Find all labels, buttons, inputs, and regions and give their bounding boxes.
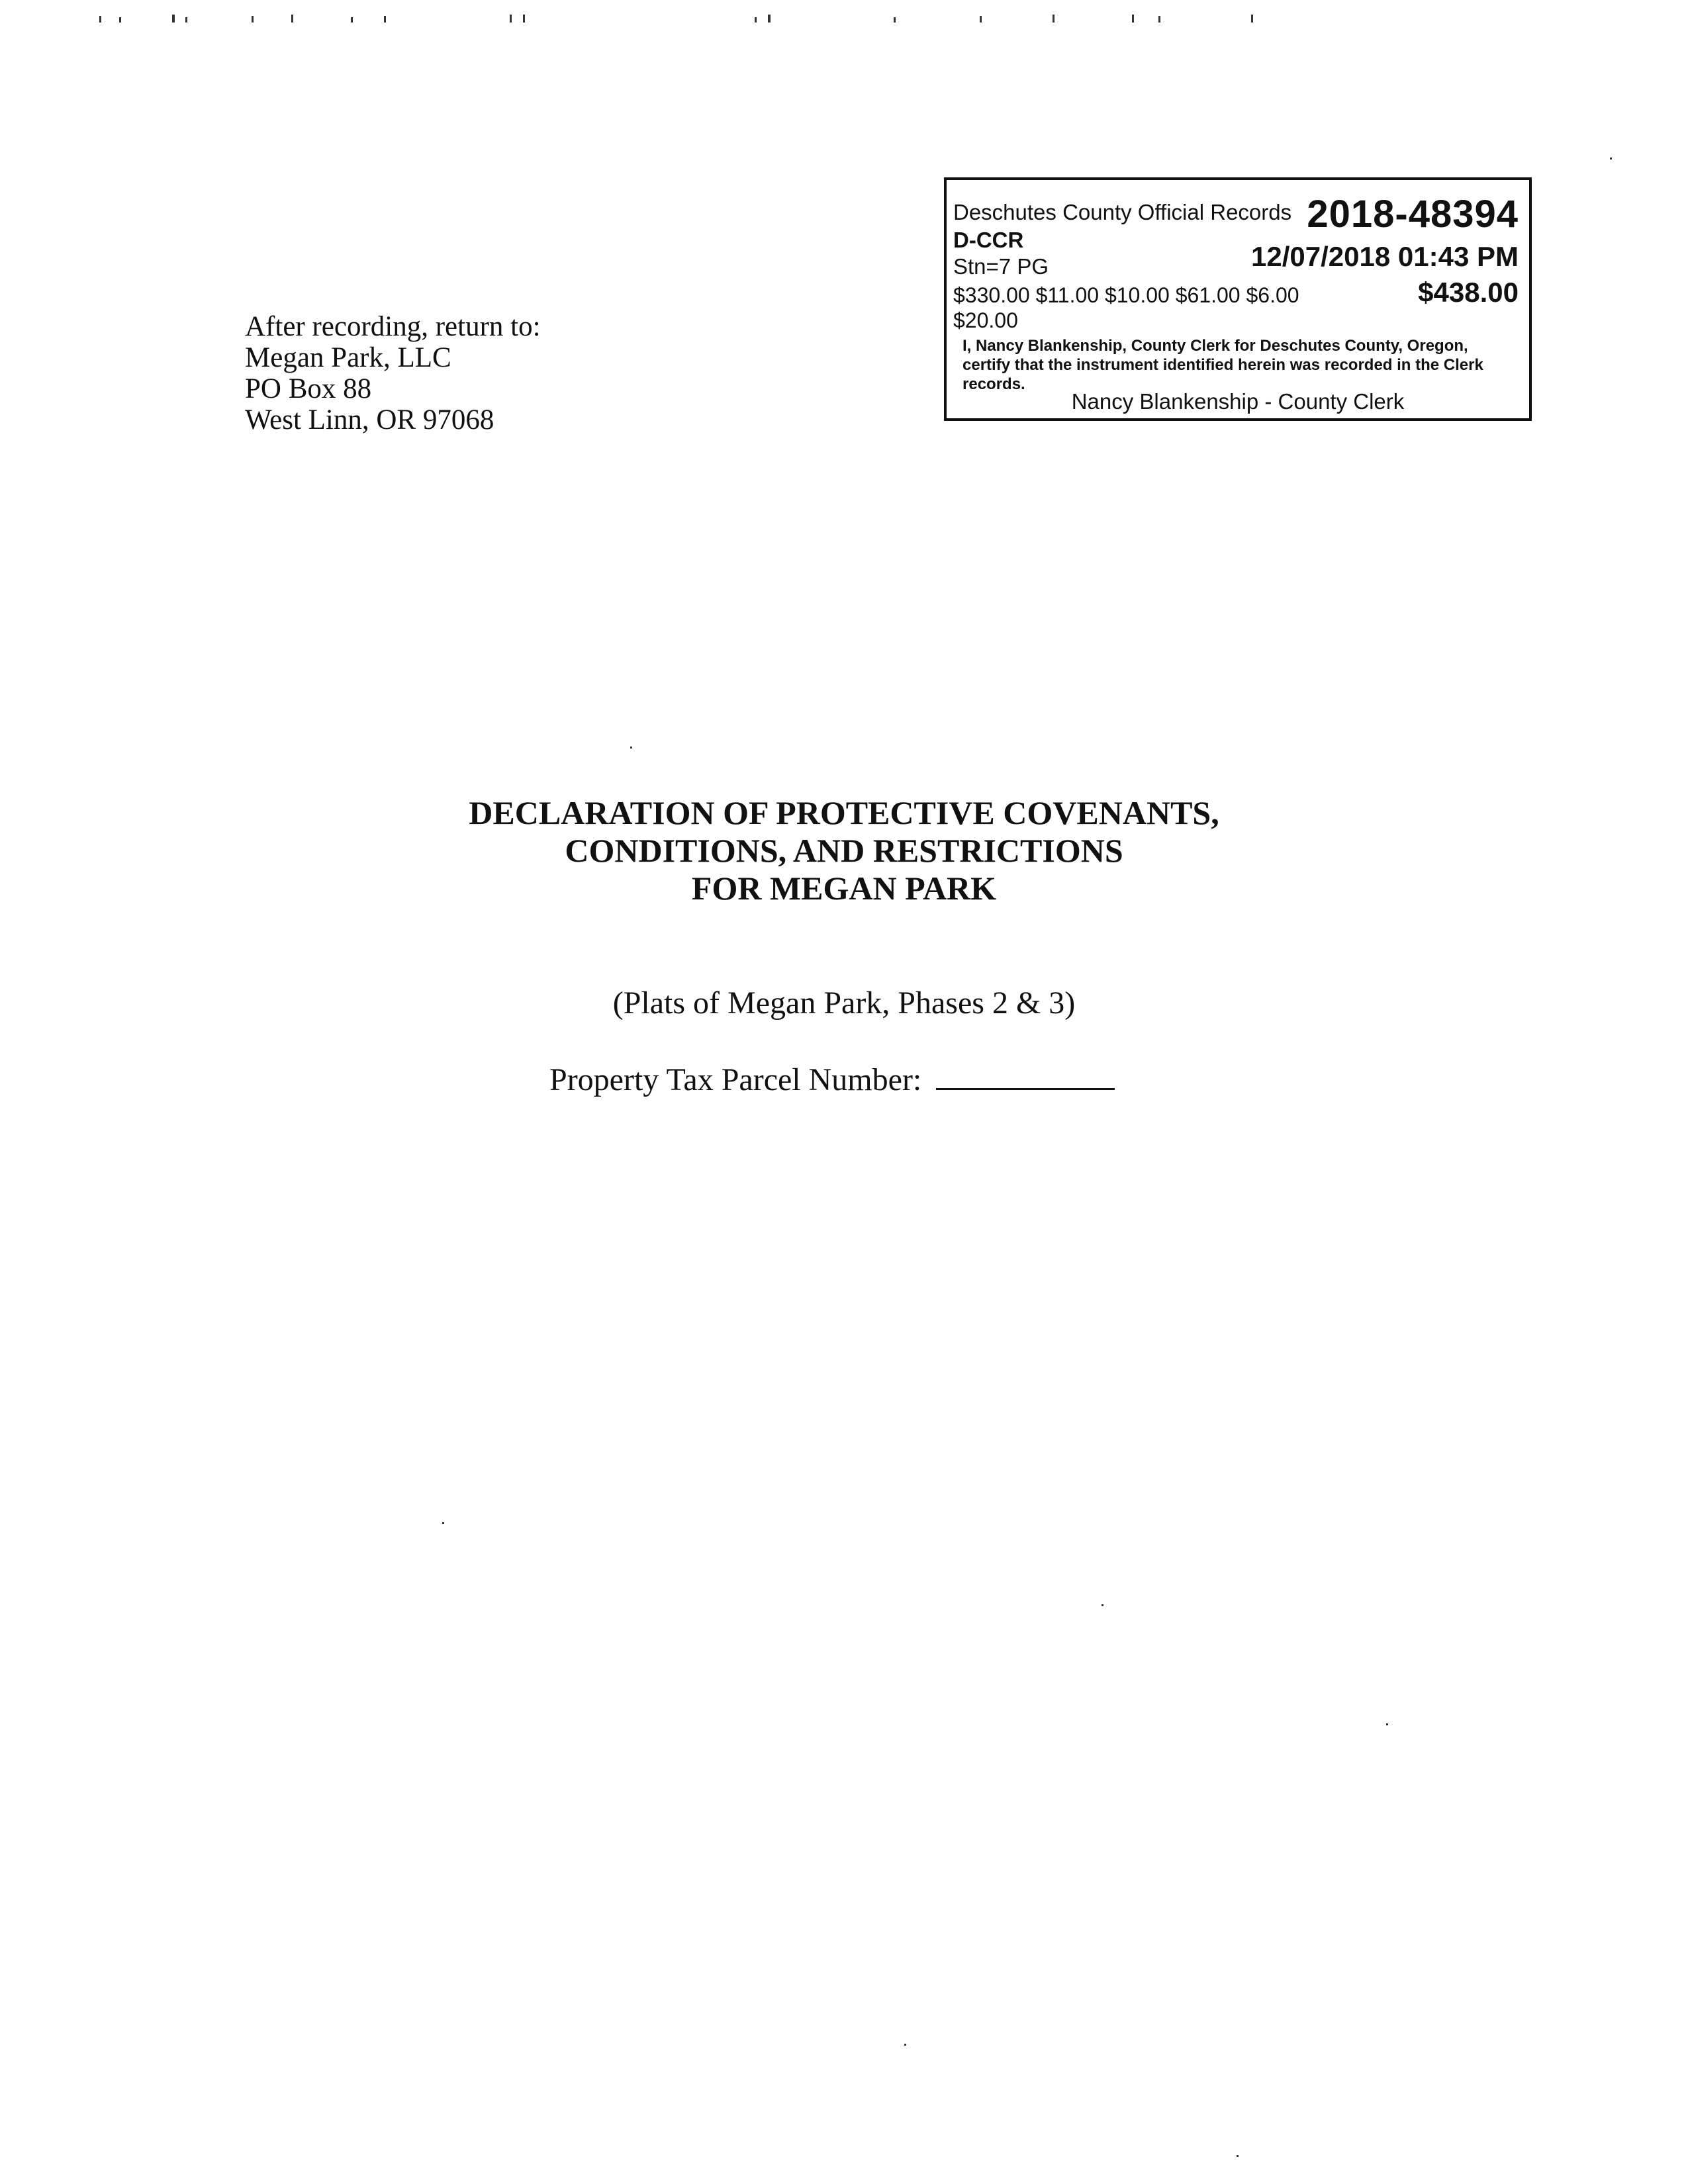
return-address-city: West Linn, OR 97068 xyxy=(245,404,494,435)
parcel-number-field xyxy=(549,1059,1115,1098)
scan-speck xyxy=(630,747,632,749)
document-title-line: FOR MEGAN PARK xyxy=(691,870,997,907)
stamp-station: Stn=7 PG xyxy=(953,254,1049,279)
scan-speck xyxy=(904,2044,906,2046)
stamp-fees-extra: $20.00 xyxy=(953,308,1018,332)
scan-speck xyxy=(1386,1723,1388,1725)
stamp-certification: I, Nancy Blankenship, County Clerk for Deschutes County, Oregon, certify that the instrument identified herein was recorded in the Clerk records. xyxy=(962,337,1483,393)
document-title xyxy=(0,794,1688,907)
document-subtitle: (Plats of Megan Park, Phases 2 & 3) xyxy=(612,985,1076,1021)
stamp-fees: $330.00 $11.00 $10.00 $61.00 $6.00 xyxy=(953,283,1299,307)
parcel-number-blank xyxy=(936,1059,1115,1090)
scan-speck xyxy=(1237,2155,1239,2157)
recording-stamp xyxy=(944,177,1532,421)
document-title-line: CONDITIONS, AND RESTRICTIONS xyxy=(565,832,1123,869)
return-address-block xyxy=(245,311,541,435)
return-address-heading: After recording, return to: xyxy=(245,311,541,342)
parcel-number-label: Property Tax Parcel Number: xyxy=(549,1062,922,1097)
scan-speck xyxy=(1102,1604,1103,1606)
stamp-document-code: D-CCR xyxy=(953,228,1024,252)
document-title-line: DECLARATION OF PROTECTIVE COVENANTS, xyxy=(469,794,1219,831)
stamp-document-number: 2018-48394 xyxy=(1307,193,1519,236)
scan-artifacts xyxy=(99,13,1423,26)
stamp-total-fee: $438.00 xyxy=(1418,277,1519,308)
scan-speck xyxy=(1610,158,1612,159)
return-address-company: Megan Park, LLC xyxy=(245,342,451,373)
stamp-clerk-signature: Nancy Blankenship - County Clerk xyxy=(1071,389,1405,414)
stamp-recorded-datetime: 12/07/2018 01:43 PM xyxy=(1251,241,1519,272)
scan-speck xyxy=(442,1522,444,1524)
return-address-po-box: PO Box 88 xyxy=(245,373,372,404)
stamp-office: Deschutes County Official Records xyxy=(953,200,1292,224)
